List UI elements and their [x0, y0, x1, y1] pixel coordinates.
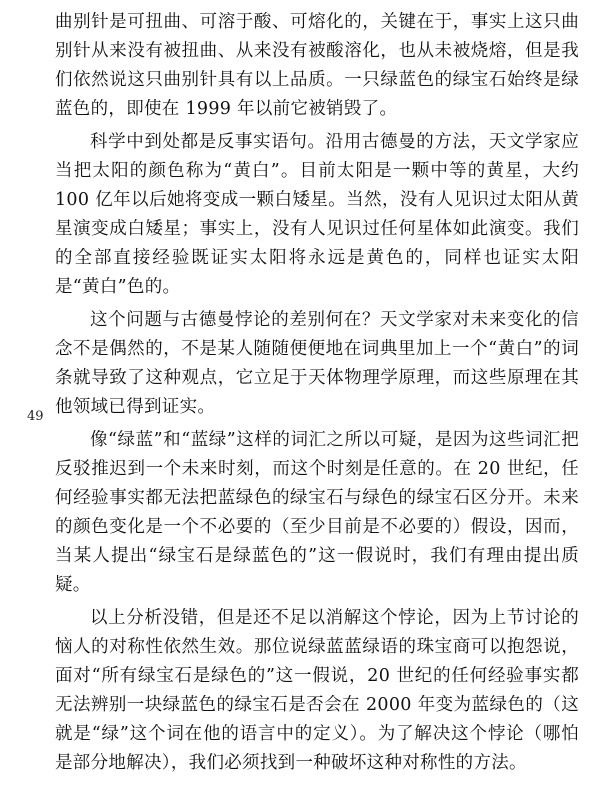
paragraph-difference: 这个问题与古德曼悖论的差别何在？天文学家对未来变化的信念不是偶然的，不是某人随随便便地在词典里加上一个“黄白”的词条就导致了这种观点，它立足于天体物理学原理，而这些原理在其他领域已得到证实。: [55, 310, 579, 417]
paragraph-symmetry: 以上分析没错，但是还不足以消解这个悖论，因为上节讨论的恼人的对称性依然生效。那位说绿蓝蓝绿语的珠宝商可以抱怨说，面对“所有绿宝石是绿色的”这一假说，20 世纪的任何经验事实都无法辨别一块绿蓝色的绿宝石是否会在 2000 年变为蓝绿色的（这就是“绿”这个词在他的语言中的定义）。为了解决这个悖论（哪怕是部分地解决），我们必须找到一种破坏这种对称性的方法。: [55, 608, 579, 773]
text-column: [55, 8, 579, 782]
paragraph-paperclip: 曲别针是可扭曲、可溶于酸、可熔化的，关键在于，事实上这只曲别针从来没有被扭曲、从来没有被酸溶化，也从未被烧熔，但是我们依然说这只曲别针具有以上品质。一只绿蓝色的绿宝石始终是绿蓝色的，即使在 1999 年以前它被销毁了。: [55, 12, 579, 119]
paragraph-counterfactual-sun: 科学中到处都是反事实语句。沿用古德曼的方法，天文学家应当把太阳的颜色称为“黄白”。目前太阳是一颗中等的黄星，大约 100 亿年以后她将变成一颗白矮星。当然，没有人见识过太阳从黄星演变成白矮星；事实上，没有人见识过任何星体如此演变。我们的全部直接经验既证实太阳将永远是黄色的，同样也证实太阳是“黄白”色的。: [55, 132, 579, 297]
paragraph-grue-bleen: 像“绿蓝”和“蓝绿”这样的词汇之所以可疑，是因为这些词汇把反驳推迟到一个未来时刻，而这个时刻是任意的。在 20 世纪，任何经验事实都无法把蓝绿色的绿宝石与绿色的绿宝石区分开。未来的颜色变化是一个不必要的（至少目前是不必要的）假设，因而，当某人提出“绿宝石是绿蓝色的”这一假说时，我们有理由提出质疑。: [55, 430, 579, 595]
margin-page-number: 49: [27, 409, 44, 424]
